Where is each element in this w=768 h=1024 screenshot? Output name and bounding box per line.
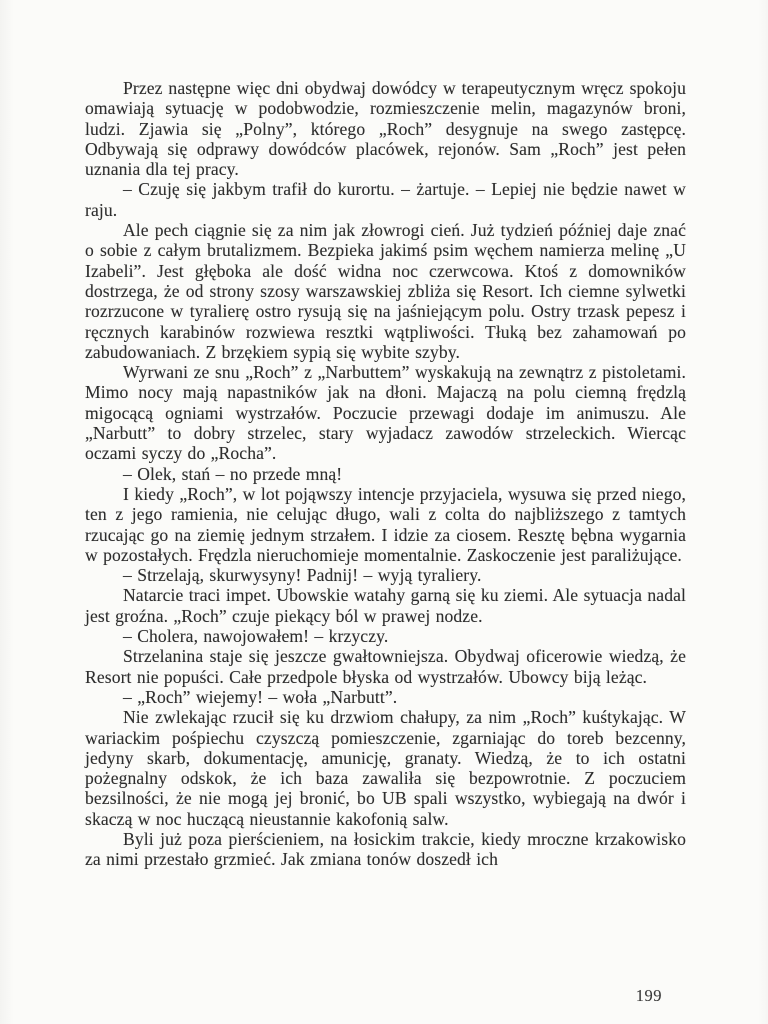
paragraph: Nie zwlekając rzucił się ku drzwiom chałupy, za nim „Roch” kuśtykając. W wariackim pośpiechu czyszczą pomieszczenie, zgarniając do toreb bezcenny, jedyny skarb, dokumentację, amunicję, granaty. Wiedzą, że to ich ostatni pożegnalny odskok, że ich baza zawaliła się bezpowrotnie. Z poczuciem bezsilności, że nie mogą jej bronić, bo UB spali wszystko, wybiegają na dwór i skaczą w noc huczącą nieustannie kakofonią salw. [85, 707, 686, 829]
page-number: 199 [635, 986, 662, 1005]
dialogue-paragraph: – Strzelają, skurwysyny! Padnij! – wyją tyraliery. [123, 565, 482, 586]
paragraph: Przez następne więc dni obydwaj dowódcy w terapeutycznym wręcz spokoju omawiają sytuację w podobwodzie, rozmieszczenie melin, magazynów broni, ludzi. Zjawia się „Polny”, którego „Roch” desygnuje na swego zastępcę. Odbywają się odprawy dowódców placówek, rejonów. Sam „Roch” jest pełen uznania dla tej pracy. [85, 78, 686, 180]
dialogue-paragraph: – Olek, stań – no przede mną! [123, 463, 343, 484]
paragraph: Byli już poza pierścieniem, na łosickim trakcie, kiedy mroczne krzakowisko za nimi przestało grzmieć. Jak zmiana tonów doszedł ich [85, 828, 686, 870]
paragraph: Strzelanina staje się jeszcze gwałtowniejsza. Obydwaj oficerowie wiedzą, że Resort nie popuści. Całe przedpole błyska od wystrzałów. Ubowcy biją leżąc. [85, 646, 686, 687]
paragraph: Ale pech ciągnie się za nim jak złowrogi cień. Już tydzień później daje znać o sobie z całym brutalizmem. Bezpieka jakimś psim węchem namierza melinę „U Izabeli”. Jest głęboka ale dość widna noc czerwcowa. Ktoś z domowników dostrzega, że od strony szosy warszawskiej zbliża się Resort. Ich ciemne sylwetki rozrzucone w tyralierę ostro rysują się na jaśniejącym polu. Ostry trzask pepesz i ręcznych karabinów rozwiewa resztki wątpliwości. Tłuką bez zahamowań po zabudowaniach. Z brzękiem sypią się wybite szyby. [85, 220, 686, 362]
dialogue-paragraph: – Cholera, nawojowałem! – krzyczy. [123, 626, 389, 647]
paragraph: Natarcie traci impet. Ubowskie watahy garną się ku ziemi. Ale sytuacja nadal jest groźna. „Roch” czuje piekący ból w prawej nodze. [85, 585, 686, 626]
page-text-block [85, 78, 686, 870]
dialogue-paragraph: – Czuję się jakbym trafił do kurortu. – żartuje. – Lepiej nie będzie nawet w raju. [85, 179, 686, 220]
paragraph: Wyrwani ze snu „Roch” z „Narbuttem” wyskakują na zewnątrz z pistoletami. Mimo nocy mają napastników jak na dłoni. Majaczą na polu ciemną frędzlą migocącą ogniami wystrzałów. Poczucie przewagi dodaje im animuszu. Ale „Narbutt” to dobry strzelec, stary wyjadacz zawodów strzeleckich. Wiercąc oczami syczy do „Rocha”. [85, 362, 686, 464]
paragraph: I kiedy „Roch”, w lot pojąwszy intencje przyjaciela, wysuwa się przed niego, ten z jego ramienia, nie celując długo, wali z colta do najbliższego z tamtych rzucając go na ziemię jednym strzałem. I idzie za ciosem. Resztę bębna wygarnia w pozostałych. Frędzla nieruchomieje momentalnie. Zaskoczenie jest paraliżujące. [85, 483, 686, 565]
dialogue-paragraph: – „Roch” wiejemy! – woła „Narbutt”. [123, 686, 398, 707]
